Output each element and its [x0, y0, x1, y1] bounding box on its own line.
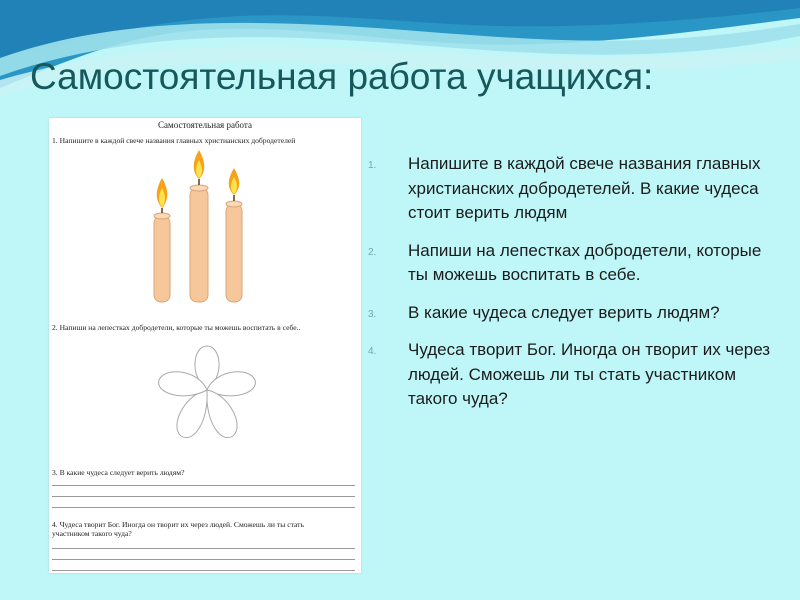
worksheet-title: Самостоятельная работа [158, 120, 252, 130]
worksheet-image [49, 118, 361, 573]
task-number: 1. [368, 160, 377, 171]
answer-line [52, 485, 355, 486]
task-item [368, 239, 778, 288]
slide-title: Самостоятельная работа учащихся: [30, 56, 654, 97]
candle-right [226, 168, 242, 302]
task-text: Напишите в каждой свече названия главных христианских добродетелей. В какие чудеса стоит верить людям [408, 154, 761, 222]
answer-line [52, 548, 355, 549]
answer-line [52, 559, 355, 560]
task-number: 2. [368, 246, 377, 258]
task-list [368, 152, 778, 425]
candle-left [154, 178, 170, 302]
task-text: Напиши на лепестках добродетели, которые ты можешь воспитать в себе. [408, 240, 762, 284]
worksheet-question-2: 2. Напиши на лепестках добродетели, которые ты можешь воспитать в себе.. [52, 323, 301, 332]
task-item [368, 152, 778, 226]
flower-outline-illustration [149, 340, 265, 452]
worksheet-question-1: 1. Напишите в каждой свече названия главных христианских добродетелей [52, 136, 296, 145]
worksheet-question-4-cont: участником такого чуда? [52, 529, 132, 538]
flower-petal [207, 390, 237, 438]
flower-petal [177, 390, 207, 438]
task-text: В какие чудеса следует верить людям? [408, 302, 720, 322]
worksheet-question-3: 3. В какие чудеса следует верить людям? [52, 468, 185, 477]
answer-line [52, 496, 355, 497]
candles-illustration [144, 148, 254, 308]
task-item [368, 338, 778, 412]
task-number: 4. [368, 346, 377, 357]
task-text: Чудеса творит Бог. Иногда он творит их через людей. Сможешь ли ты стать участником такого чуда? [408, 340, 771, 408]
task-number: 3. [368, 308, 377, 320]
worksheet-question-4: 4. Чудеса творит Бог. Иногда он творит их через людей. Сможешь ли ты стать [52, 520, 304, 529]
answer-line [52, 570, 355, 571]
answer-line [52, 507, 355, 508]
task-item [368, 301, 778, 326]
candle-middle [190, 150, 208, 302]
